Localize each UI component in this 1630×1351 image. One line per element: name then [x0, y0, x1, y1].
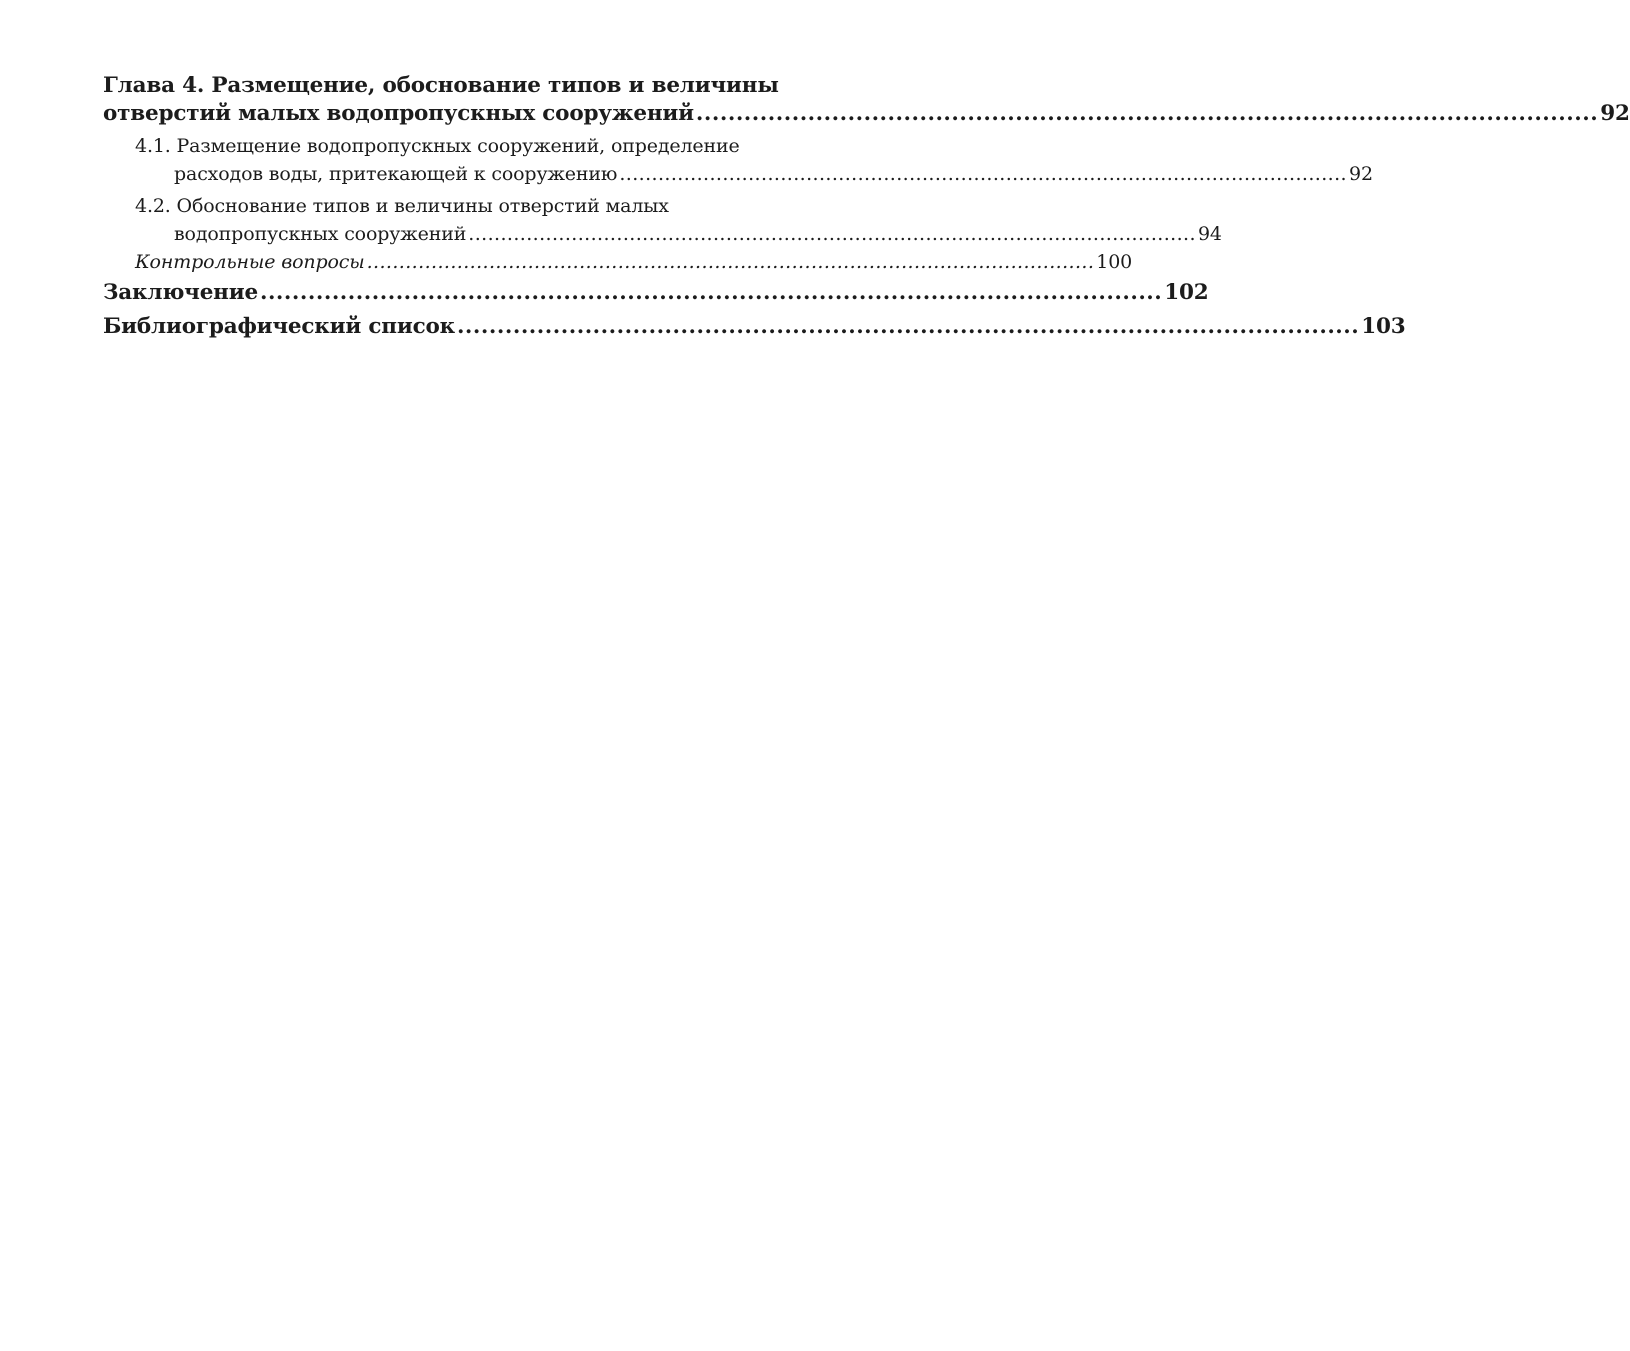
table-of-contents	[103, 72, 1630, 344]
toc-entry-leader-line	[103, 100, 1630, 128]
toc-entry-title-line	[103, 192, 797, 220]
page-number: 92	[1349, 163, 1373, 185]
toc-entry-section-4-2[interactable]	[103, 192, 1222, 248]
toc-entry-title-continued: расходов воды, притекающей к сооружению	[174, 163, 618, 185]
toc-entry-leader-line	[103, 310, 1406, 344]
toc-entry-section-4-1[interactable]	[103, 132, 1373, 188]
toc-entry-title-continued: отверстий малых водопропускных сооружений	[103, 101, 694, 126]
toc-entry-review-questions[interactable]	[103, 248, 1133, 276]
dot-leader: .................................................................................................................	[619, 163, 1347, 185]
toc-entry-title-line	[103, 72, 797, 100]
toc-entry-leader-line	[103, 220, 1222, 248]
toc-entry-title: Библиографический список	[103, 314, 455, 339]
toc-entry-bibliography[interactable]	[103, 310, 1406, 344]
toc-entry-title: Контрольные вопросы	[135, 251, 365, 273]
toc-entry-title-continued: водопропускных сооружений	[174, 223, 467, 245]
toc-entry-chapter-4[interactable]	[103, 72, 1630, 128]
page-number: 103	[1361, 314, 1406, 339]
toc-entry-title-line	[103, 132, 797, 160]
dot-leader: .................................................................................................................	[695, 101, 1599, 126]
toc-entry-title: 4.2. Обоснование типов и величины отверстий малых	[135, 195, 669, 217]
toc-entry-title: Заключение	[103, 280, 258, 305]
toc-entry-leader-line	[103, 276, 1209, 310]
page-number: 92	[1600, 101, 1630, 126]
dot-leader: .................................................................................................................	[366, 251, 1095, 273]
dot-leader: .................................................................................................................	[468, 223, 1196, 245]
toc-entry-leader-line	[135, 248, 1133, 276]
page-number: 94	[1197, 223, 1222, 245]
toc-entry-title: 4.1. Размещение водопропускных сооружений, определение	[135, 135, 740, 157]
page-number: 102	[1164, 280, 1209, 305]
toc-entry-leader-line	[103, 160, 1373, 188]
dot-leader: .................................................................................................................	[259, 280, 1163, 305]
dot-leader: .................................................................................................................	[456, 314, 1360, 339]
page-number: 100	[1096, 251, 1133, 273]
toc-entry-conclusion[interactable]	[103, 276, 1209, 310]
toc-entry-title: Глава 4. Размещение, обоснование типов и величины	[103, 73, 779, 98]
